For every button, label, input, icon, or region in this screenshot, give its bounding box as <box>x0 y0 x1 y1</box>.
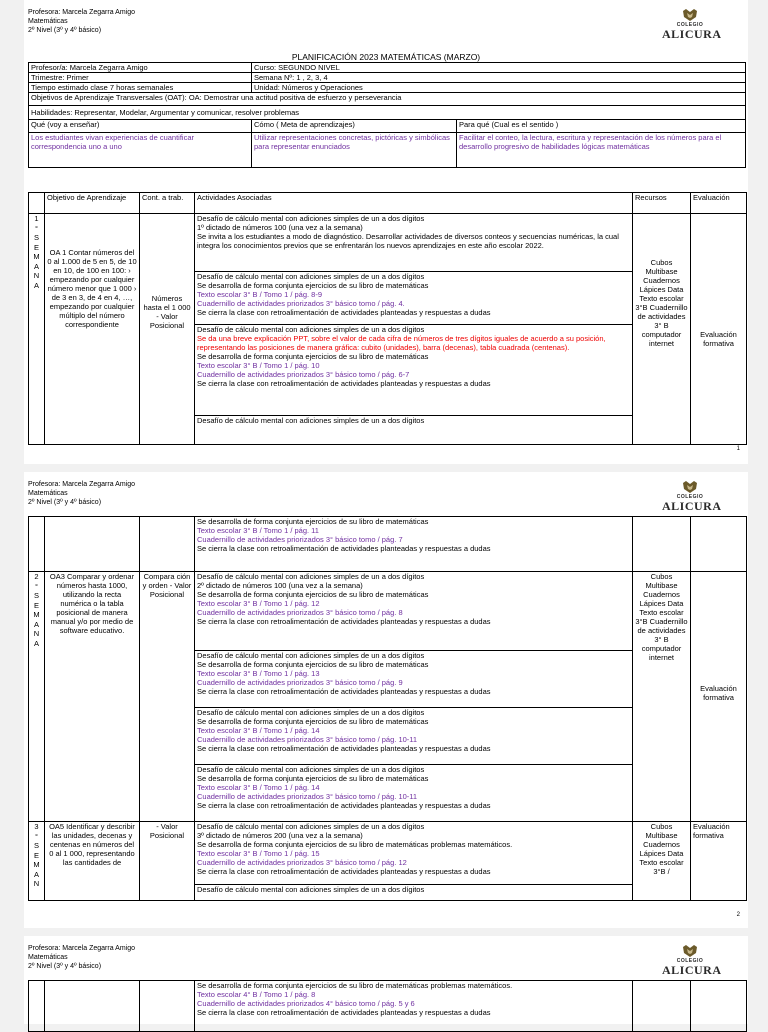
content: Números hasta el 1 000 - Valor Posicional <box>140 214 195 445</box>
page-title: PLANIFICACIÓN 2023 MATEMÁTICAS (MARZO) <box>291 52 481 62</box>
activities: Desafío de cálculo mental con adiciones simples de un a dos dígitos 1º dictado de números 100 (una vez a la semana) Se invita a los estudiantes a modo de diagnóstico. Desarrollar actividades de diversos conteos y secuencias numéricas, la cual integra los conocimientos previos que se enfrentarán los nuevos aprendizajes en este año escolar 2022. Desafío de cálculo mental con adiciones simples de un a dos dígitos Se desarrolla de forma conjunta ejercicios de su libro de matemáticas Texto escolar 3° B / Tomo 1 / pág. 8-9 Cuadernillo de actividades priorizados 3° básico tomo / pág. 4. Se cierra la clase con retroalimentación de actividades planteadas y respuestas a dudas Desafío de cálculo mental con adiciones simples de un a dos dígitos Se da una breve explicación PPT, sobre el valor de cada cifra de números de tres dígitos iguales de acuerdo a su posición, representando las posiciones de manera gráfica: cubito (unidades), barra (decenas), tabla cuadrada (centenas). Se desarrolla de forma conjunta ejercicios de su libro de matemáticas Texto escolar 3° B / Tomo 1 / pág. 10 Cuadernillo de actividades priorizados 3° básico tomo / pág. 6-7 Se cierra la clase con retroalimentación de actividades planteadas y respuestas a dudas Desafío de cálculo mental con adiciones simples de un a dos dígitos <box>195 214 633 445</box>
page-header: Profesora: Marcela Zegarra Amigo Matemáticas 2º Nivel (3º y 4º básico) <box>28 9 135 34</box>
week-2-3-table <box>28 516 747 901</box>
activities: Se desarrolla de forma conjunta ejercicios de su libro de matemáticas problemas matemáticos. Texto escolar 4° B / Tomo 1 / pág. 8 Cuadernillo de actividades priorizados 4° básico tomo / pág. 5 y 6 Se cierra la clase con retroalimentación de actividades planteadas y respuestas a dudas <box>195 981 633 1032</box>
week-1-table: Objetivo de Aprendizaje Cont. a trab. Actividades Asociadas Recursos Evaluación 1 ° S E M A N A OA 1 Contar números del 0 al 1.000 de 5 en 5, de 10 en 10, de 100 en 100: › empezando por cualquier número menor que 1 000 › de 3 en 3, de 4 en 4, …, empezando por cualquier múltiplo del número correspondiente Números hasta el 1 000 - Valor Posicional Desafío de cálculo mental con adiciones simples de un a dos dígitos 1º dictado de números 100 (una vez a la semana) Se invita a los estudiantes a modo de diagnóstico. Desarrollar actividades de diversos conteos y secuencias numéricas, la cual integra los conocimientos previos que se enfrentarán los nuevos aprendizajes en este año escolar 2022. Desafío de cálculo mental con adiciones simples de un a dos dígitos Se desarrolla de forma conjunta ejercicios de su libro de matemáticas Texto escolar 3° B / Tomo 1 / pág. 8-9 Cuadernillo de actividades priorizados 3° básico tomo / pág. 4. Se cierra la clase con retroalimentación de actividades planteadas y respuestas a dudas Desafío de cálculo mental con adiciones simples de un a dos dígitos Se da una breve explicación PPT, sobre el valor de cada cifra de números de tres dígitos iguales de acuerdo a su posición, representando las posiciones de manera gráfica: cubito (unidades), barra (decenas), tabla cuadrada (centenas). Se desarrolla de forma conjunta ejercicios de su libro de matemáticas Texto escolar 3° B / Tomo 1 / pág. 10 Cuadernillo de actividades priorizados 3° básico tomo / pág. 6-7 Se cierra la clase con retroalimentación de actividades planteadas y respuestas a dudas Desafío de cálculo mental con adiciones simples de un a dos dígitos Cubos Multibase Cuadernos Lápices Data Texto escolar 3°B Cuadernillo de actividades 3° B computador internet Evaluación formativa <box>28 192 747 445</box>
resources: Cubos Multibase Cuadernos Lápices Data Texto escolar 3°B Cuadernillo de actividades 3° B computador internet <box>633 572 691 822</box>
evaluation: Evaluación formativa <box>691 822 747 901</box>
learning-objective: OA3 Comparar y ordenar números hasta 1000, utilizando la recta numérica o la tabla posicional de manera manual y/o por medio de software educativo. <box>45 572 140 822</box>
content: Compara ción y orden - Valor Posicional <box>140 572 195 822</box>
activities: Desafío de cálculo mental con adiciones simples de un a dos dígitos 2º dictado de números 100 (una vez a la semana) Se desarrolla de forma conjunta ejercicios de su libro de matemáticas Texto escolar 3° B / Tomo 1 / pág. 12 Cuadernillo de actividades priorizados 3° básico tomo / pág. 8 Se cierra la clase con retroalimentación de actividades planteadas y respuestas a dudas Desafío de cálculo mental con adiciones simples de un a dos dígitos Se desarrolla de forma conjunta ejercicios de su libro de matemáticas Texto escolar 3° B / Tomo 1 / pág. 13 Cuadernillo de actividades priorizados 3° básico tomo / pág. 9 Se cierra la clase con retroalimentación de actividades planteadas y respuestas a dudas Desafío de cálculo mental con adiciones simples de un a dos dígitos Se desarrolla de forma conjunta ejercicios de su libro de matemáticas Texto escolar 3° B / Tomo 1 / pág. 14 Cuadernillo de actividades priorizados 3° básico tomo / pág. 10-11 Se cierra la clase con retroalimentación de actividades planteadas y respuestas a dudas Desafío de cálculo mental con adiciones simples de un a dos dígitos Se desarrolla de forma conjunta ejercicios de su libro de matemáticas Texto escolar 3° B / Tomo 1 / pág. 14 Cuadernillo de actividades priorizados 3° básico tomo / pág. 10-11 Se cierra la clase con retroalimentación de actividades planteadas y respuestas a dudas <box>195 572 633 822</box>
info-table: Profesor/a: Marcela Zegarra Amigo Curso: SEGUNDO NIVEL Trimestre: Primer Semana Nº: 1 , 2, 3, 4 Tiempo estimado clase 7 horas semanales Unidad: Números y Operaciones Objetivos de Aprendizaje Transversales (OAT): OA: Demostrar una actitud positiva de esfuerzo y perseverancia Habilidades: Representar, Modelar, Argumentar y comunicar, resolver problemas Qué (voy a enseñar) Cómo ( Meta de aprendizajes) Para qué (Cual es el sentido ) Los estudiantes vivan experiencias de cuantificar correspondencia uno a uno Utilizar representaciones concretas, pictóricas y simbólicas para representar enunciados Facilitar el conteo, la lectura, escritura y representación de los números para el desarrollo progresivo de habilidades lógicas matemáticas <box>28 62 746 168</box>
crest-icon <box>681 944 699 958</box>
evaluation: Evaluación formativa <box>691 572 747 822</box>
week-label: 2 ° S E M A N A <box>29 572 45 822</box>
school-logo: COLEGIO ALICURA <box>662 480 718 512</box>
learning-objective: OA5 Identificar y describir las unidades, decenas y centenas en números del 0 al 1 000, representando las cantidades de <box>45 822 140 901</box>
content: - Valor Posicional <box>140 822 195 901</box>
week-continued-table <box>28 980 747 1032</box>
resources: Cubos Multibase Cuadernos Lápices Data Texto escolar 3°B / <box>633 822 691 901</box>
activities: Desafío de cálculo mental con adiciones simples de un a dos dígitos 3º dictado de números 200 (una vez a la semana) Se desarrolla de forma conjunta ejercicios de su libro de matemáticas problemas matemáticos. Texto escolar 3° B / Tomo 1 / pág. 15 Cuadernillo de actividades priorizados 3° básico tomo / pág. 12 Se cierra la clase con retroalimentación de actividades planteadas y respuestas a dudas Desafío de cálculo mental con adiciones simples de un a dos dígitos <box>195 822 633 901</box>
learning-objective: OA 1 Contar números del 0 al 1.000 de 5 en 5, de 10 en 10, de 100 en 100: › empezando por cualquier número menor que 1 000 › de 3 en 3, de 4 en 4, …, empezando por cualquier múltiplo del número correspondiente <box>45 214 140 445</box>
page-header: Profesora: Marcela Zegarra Amigo Matemáticas 2º Nivel (3º y 4º básico) <box>28 945 135 970</box>
resources: Cubos Multibase Cuadernos Lápices Data Texto escolar 3°B Cuadernillo de actividades 3° B computador internet <box>633 214 691 445</box>
page-2 <box>24 472 748 928</box>
page-number: 1 <box>736 446 740 452</box>
crest-icon <box>681 480 699 494</box>
school-logo: COLEGIO ALICURA <box>662 944 718 976</box>
week-label: 1 ° S E M A N A <box>29 214 45 445</box>
page-number: 2 <box>736 912 740 918</box>
week-label: 3 ° S E M A N <box>29 822 45 901</box>
page-header: Profesora: Marcela Zegarra Amigo Matemáticas 2º Nivel (3º y 4º básico) <box>28 481 135 506</box>
school-logo: COLEGIO ALICURA <box>662 8 718 40</box>
activities-continued: Se desarrolla de forma conjunta ejercicios de su libro de matemáticas Texto escolar 3° B / Tomo 1 / pág. 11 Cuadernillo de actividades priorizados 3° básico tomo / pág. 7 Se cierra la clase con retroalimentación de actividades planteadas y respuestas a dudas <box>195 517 633 572</box>
crest-icon <box>681 8 699 22</box>
evaluation: Evaluación formativa <box>691 214 747 445</box>
page-3 <box>24 936 748 1024</box>
page-1 <box>24 0 748 464</box>
